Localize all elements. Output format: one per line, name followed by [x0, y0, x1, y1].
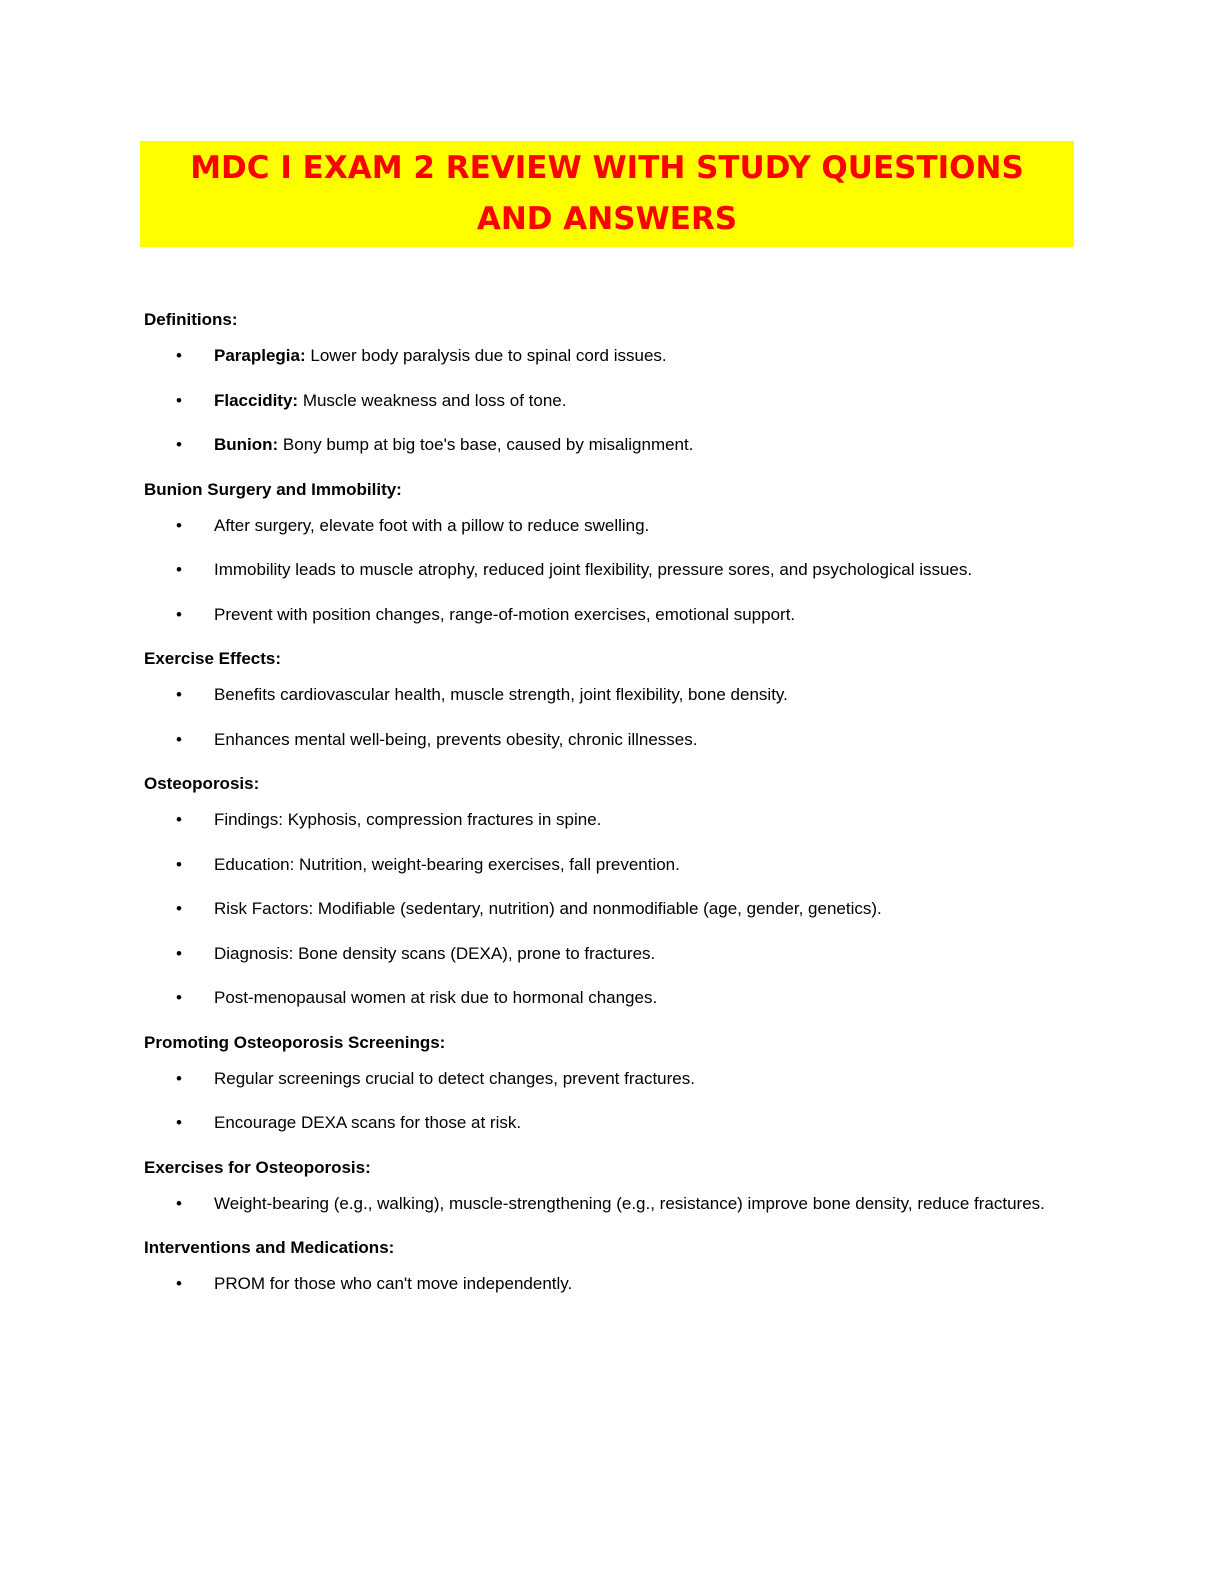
list-item: [144, 512, 1064, 540]
bullet-icon: •: [176, 810, 182, 829]
list-item: [144, 431, 1064, 459]
section-heading: Bunion Surgery and Immobility:: [144, 479, 402, 499]
item-text: Weight-bearing (e.g., walking), muscle-strengthening (e.g., resistance) improve bone density, reduce fractures.: [214, 1193, 1045, 1213]
bullet-icon: •: [176, 685, 182, 704]
item-text: Regular screenings crucial to detect changes, prevent fractures.: [214, 1068, 695, 1088]
item-text: Education: Nutrition, weight-bearing exercises, fall prevention.: [214, 854, 680, 874]
bullet-icon: •: [176, 346, 182, 365]
section-heading: Exercises for Osteoporosis:: [144, 1157, 371, 1177]
section: [144, 1154, 1064, 1218]
list-item: [144, 601, 1064, 629]
bullet-icon: •: [176, 1193, 182, 1213]
list-item: [144, 1065, 1064, 1093]
bullet-list: [144, 1190, 1064, 1218]
bullet-icon: •: [176, 560, 182, 579]
bullet-list: [144, 681, 1064, 754]
list-item: [144, 851, 1064, 879]
bullet-icon: •: [176, 390, 182, 410]
bullet-icon: •: [176, 729, 182, 749]
bullet-icon: •: [176, 1068, 182, 1088]
bullet-icon: •: [176, 604, 182, 624]
section: [144, 476, 1064, 629]
item-text: Lower body paralysis due to spinal cord issues.: [305, 346, 667, 365]
list-item: [144, 556, 1064, 584]
section: [144, 770, 1064, 1012]
section: [144, 1029, 1064, 1138]
section-heading: Promoting Osteoporosis Screenings:: [144, 1032, 446, 1052]
list-item: [144, 806, 1064, 834]
item-text: Enhances mental well-being, prevents obesity, chronic illnesses.: [214, 729, 698, 749]
section: [144, 645, 1064, 754]
section: [144, 306, 1064, 459]
item-text: Benefits cardiovascular health, muscle strength, joint flexibility, bone density.: [214, 685, 788, 704]
term-label: Paraplegia:: [214, 346, 306, 365]
list-item: [144, 726, 1064, 754]
bullet-icon: •: [176, 943, 182, 963]
item-text: Prevent with position changes, range-of-motion exercises, emotional support.: [214, 604, 796, 624]
bullet-icon: •: [176, 988, 182, 1007]
bullet-list: [144, 1065, 1064, 1138]
bullet-icon: •: [176, 435, 182, 454]
bullet-icon: •: [176, 899, 182, 918]
list-item: [144, 1270, 1064, 1298]
section-heading: Interventions and Medications:: [144, 1238, 395, 1257]
list-item: [144, 342, 1064, 370]
page-title: MDC I EXAM 2 REVIEW WITH STUDY QUESTIONS AND ANSWERS: [190, 150, 1024, 237]
item-text: Encourage DEXA scans for those at risk.: [214, 1113, 522, 1132]
section-heading: Osteoporosis:: [144, 774, 260, 793]
item-text: Findings: Kyphosis, compression fractures in spine.: [214, 810, 602, 829]
item-text: Bony bump at big toe's base, caused by misalignment.: [278, 435, 694, 454]
item-text: Risk Factors: Modifiable (sedentary, nutrition) and nonmodifiable (age, gender, genetics).: [214, 899, 882, 918]
list-item: [144, 940, 1064, 968]
bullet-list: [144, 512, 1064, 629]
term-label: Bunion:: [214, 435, 279, 454]
list-item: [144, 387, 1064, 415]
bullet-icon: •: [176, 515, 182, 535]
bullet-list: [144, 342, 1064, 459]
bullet-icon: •: [176, 1113, 182, 1132]
item-text: Post-menopausal women at risk due to hormonal changes.: [214, 988, 658, 1007]
title-banner: [140, 141, 1074, 247]
item-text: Muscle weakness and loss of tone.: [298, 390, 567, 410]
list-item: [144, 895, 1064, 923]
item-text: PROM for those who can't move independently.: [214, 1274, 573, 1293]
bullet-icon: •: [176, 854, 182, 874]
list-item: [144, 1109, 1064, 1137]
section: [144, 1234, 1064, 1298]
bullet-icon: •: [176, 1274, 182, 1293]
list-item: [144, 984, 1064, 1012]
document-body: [144, 306, 1064, 1315]
bullet-list: [144, 1270, 1064, 1298]
item-text: Diagnosis: Bone density scans (DEXA), prone to fractures.: [214, 943, 656, 963]
term-label: Flaccidity:: [214, 390, 299, 410]
section-heading: Exercise Effects:: [144, 649, 282, 668]
list-item: [144, 1190, 1064, 1218]
list-item: [144, 681, 1064, 709]
section-heading: Definitions:: [144, 310, 238, 329]
item-text: After surgery, elevate foot with a pillow to reduce swelling.: [214, 515, 650, 535]
item-text: Immobility leads to muscle atrophy, reduced joint flexibility, pressure sores, and psychological issues.: [214, 560, 973, 579]
bullet-list: [144, 806, 1064, 1012]
